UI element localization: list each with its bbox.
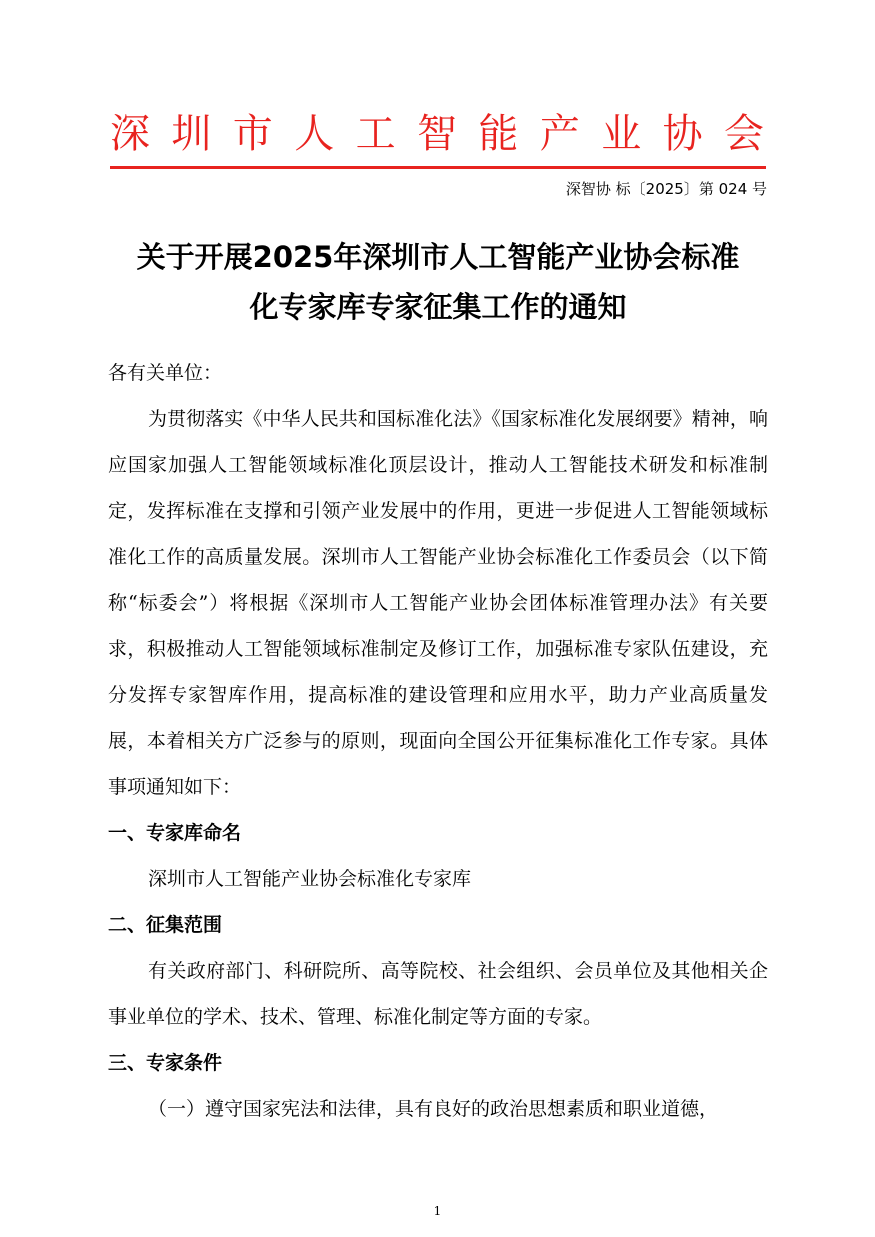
document-number: 深智协 标〔2025〕第 024 号 [565, 180, 767, 198]
salutation: 各有关单位： [108, 362, 223, 384]
title-line-1: 关于开展2025年深圳市人工智能产业协会标准 [136, 240, 740, 274]
section-text-2: 有关政府部门、科研院所、高等院校、社会组织、会员单位及其他相关企事业单位的学术、技术、管理、标准化制定等方面的专家。 [108, 960, 768, 1028]
page-number: 1 [433, 1204, 442, 1218]
section-text-3: （一）遵守国家宪法和法律，具有良好的政治思想素质和职业道德， [148, 1098, 719, 1120]
document-title [100, 232, 776, 332]
title-line-2: 化专家库专家征集工作的通知 [249, 290, 627, 324]
section-heading-1: 一、专家库命名 [108, 822, 242, 844]
organization-header: 深圳市人工智能产业协会 [110, 111, 766, 157]
section-heading-3: 三、专家条件 [108, 1052, 223, 1074]
red-divider-line [110, 166, 766, 169]
intro-paragraph: 为贯彻落实《中华人民共和国标准化法》《国家标准化发展纲要》精神，响应国家加强人工智能领域标准化顶层设计，推动人工智能技术研发和标准制定，发挥标准在支撑和引领产业发展中的作用，更进一步促进人工智能领域标准化工作的高质量发展。深圳市人工智能产业协会标准化工作委员会（以下简称“标委会”）将根据《深圳市人工智能产业协会团体标准管理办法》有关要求，积极推动人工智能领域标准制定及修订工作，加强标准专家队伍建设，充分发挥专家智库作用，提高标准的建设管理和应用水平，助力产业高质量发展，本着相关方广泛参与的原则，现面向全国公开征集标准化工作专家。具体事项通知如下： [108, 408, 768, 798]
section-text-1: 深圳市人工智能产业协会标准化专家库 [148, 868, 472, 890]
document-body [108, 350, 768, 1132]
section-heading-2: 二、征集范围 [108, 914, 223, 936]
